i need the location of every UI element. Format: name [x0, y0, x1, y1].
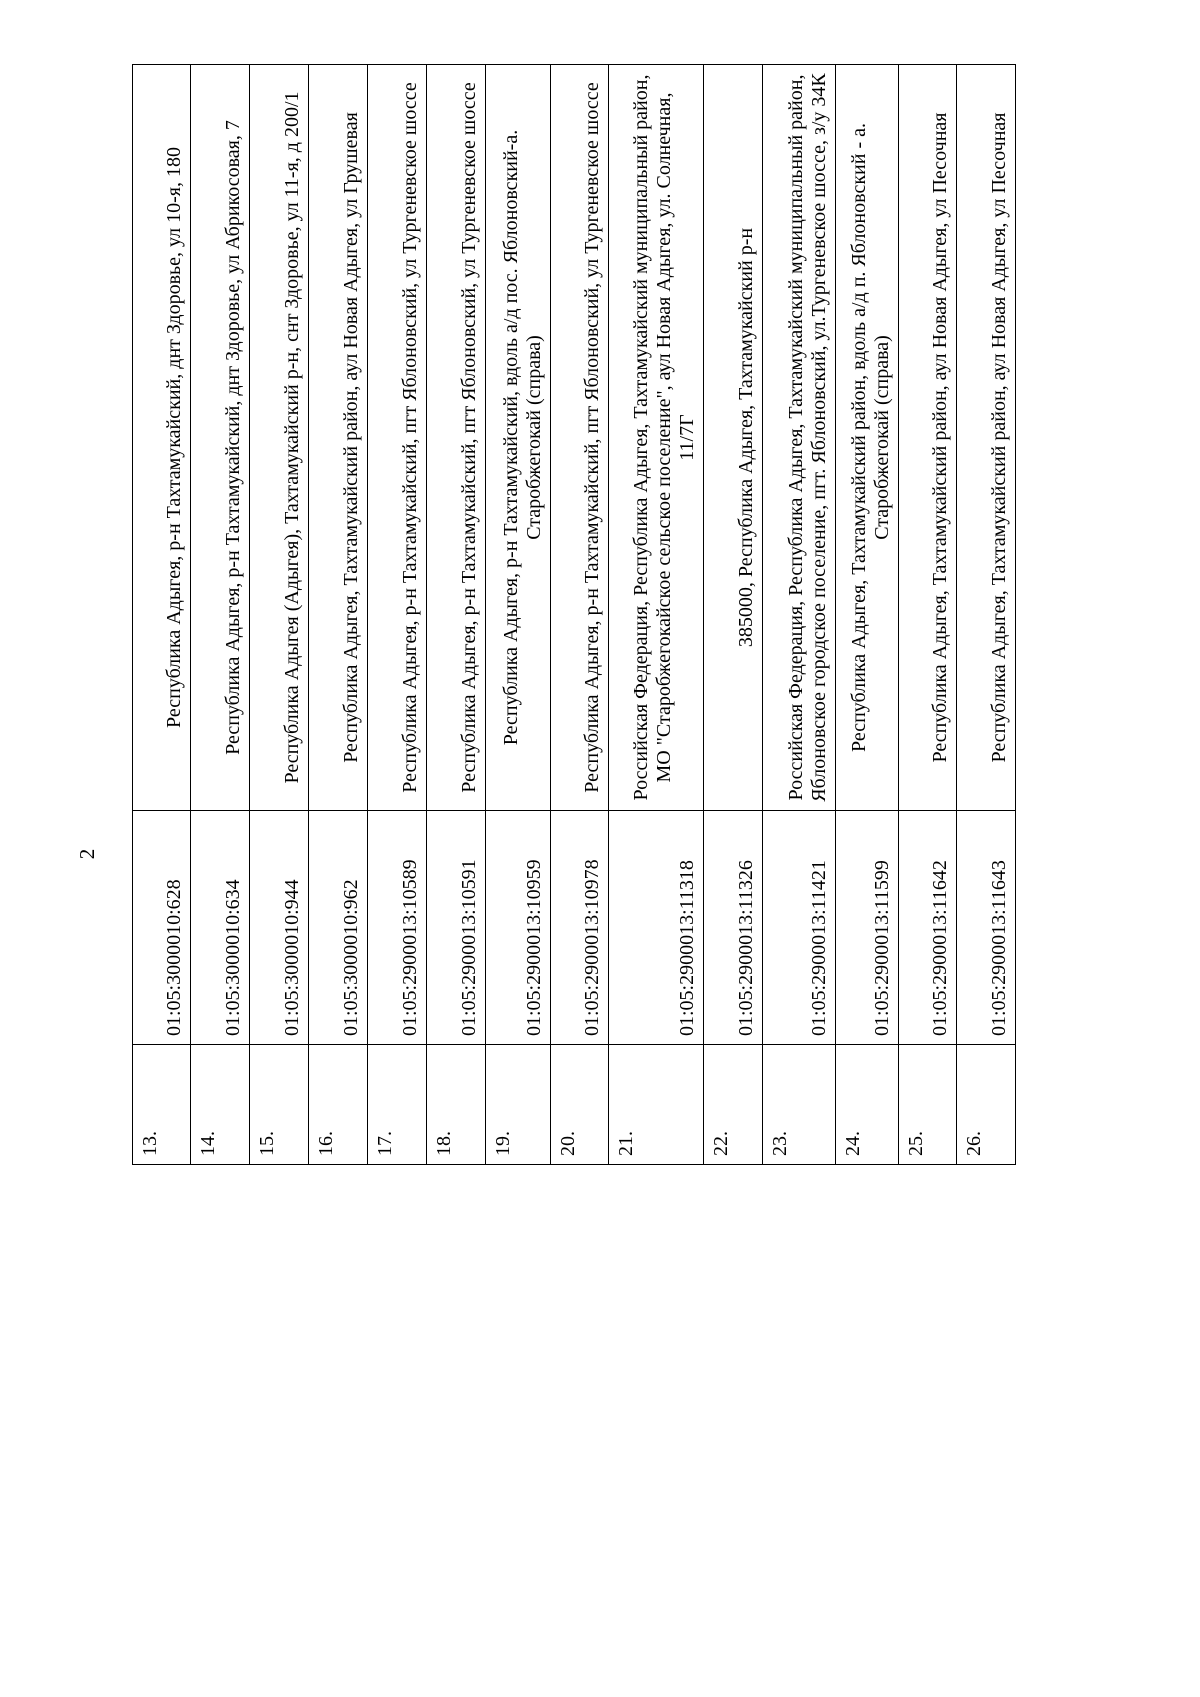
row-number: 14.	[191, 1045, 249, 1165]
table-row	[133, 65, 191, 1165]
table-row	[899, 65, 957, 1165]
table-row	[609, 65, 704, 1165]
table-row	[704, 65, 762, 1165]
address: Республика Адыгея, Тахтамукайский район, аул Новая Адыгея, ул Песочная	[957, 65, 1016, 811]
address: Республика Адыгея, р-н Тахтамукайский, днт Здоровье, ул 10-я, 180	[133, 65, 191, 811]
address: Республика Адыгея, Тахтамукайский район, аул Новая Адыгея, ул Песочная	[899, 65, 957, 811]
row-number: 20.	[550, 1045, 608, 1165]
table-row	[762, 65, 836, 1165]
address: Республика Адыгея, р-н Тахтамукайский, пгт Яблоновский, ул Тургеневское шоссе	[367, 65, 427, 811]
table-row	[249, 65, 309, 1165]
table-row	[309, 65, 367, 1165]
row-number: 16.	[309, 1045, 367, 1165]
address: Республика Адыгея, Тахтамукайский район, вдоль а/д п. Яблоновский - а. Старобжегокай (справа)	[836, 65, 899, 811]
cadastral-number: 01:05:3000010:634	[191, 811, 249, 1045]
cadastral-number: 01:05:2900013:11421	[762, 811, 836, 1045]
row-number: 15.	[249, 1045, 309, 1165]
cadastral-number: 01:05:2900013:11642	[899, 811, 957, 1045]
table-row	[957, 65, 1016, 1165]
parcel-table-container	[132, 65, 1016, 1165]
table-row	[427, 65, 485, 1165]
table-row	[367, 65, 427, 1165]
row-number: 21.	[609, 1045, 704, 1165]
address: Республика Адыгея, р-н Тахтамукайский, вдоль а/д пос. Яблоновский-а. Старобжегокай (справа)	[485, 65, 550, 811]
cadastral-number: 01:05:3000010:628	[133, 811, 191, 1045]
address: Республика Адыгея, р-н Тахтамукайский, пгт Яблоновский, ул Тургеневское шоссе	[550, 65, 608, 811]
cadastral-number: 01:05:2900013:11326	[704, 811, 762, 1045]
row-number: 25.	[899, 1045, 957, 1165]
cadastral-number: 01:05:2900013:10978	[550, 811, 608, 1045]
cadastral-number: 01:05:2900013:10591	[427, 811, 485, 1045]
parcel-table-body	[133, 65, 1016, 1165]
cadastral-number: 01:05:2900013:11318	[609, 811, 704, 1045]
page-number: 2	[75, 848, 99, 860]
address: 385000, Республика Адыгея, Тахтамукайский р-н	[704, 65, 762, 811]
row-number: 13.	[133, 1045, 191, 1165]
table-row	[485, 65, 550, 1165]
row-number: 18.	[427, 1045, 485, 1165]
row-number: 22.	[704, 1045, 762, 1165]
cadastral-number: 01:05:2900013:10589	[367, 811, 427, 1045]
row-number: 23.	[762, 1045, 836, 1165]
table-row	[191, 65, 249, 1165]
row-number: 17.	[367, 1045, 427, 1165]
address: Республика Адыгея, р-н Тахтамукайский, пгт Яблоновский, ул Тургеневское шоссе	[427, 65, 485, 811]
cadastral-number: 01:05:3000010:962	[309, 811, 367, 1045]
parcel-table	[132, 64, 1016, 1165]
cadastral-number: 01:05:2900013:10959	[485, 811, 550, 1045]
row-number: 26.	[957, 1045, 1016, 1165]
row-number: 19.	[485, 1045, 550, 1165]
address: Российская Федерация, Республика Адыгея, Тахтамукайский муниципальный район, МО "Старобжегокайское сельское поселение", аул Новая Адыгея, ул. Солнечная, 11/7Г	[609, 65, 704, 811]
address: Республика Адыгея, р-н Тахтамукайский, днт Здоровье, ул Абрикосовая, 7	[191, 65, 249, 811]
table-row	[550, 65, 608, 1165]
cadastral-number: 01:05:2900013:11599	[836, 811, 899, 1045]
row-number: 24.	[836, 1045, 899, 1165]
table-row	[836, 65, 899, 1165]
address: Российская Федерация, Республика Адыгея, Тахтамукайский муниципальный район, Яблоновское городское поселение, пгт. Яблоновский, ул.Тургеневское шоссе, з/у 34К	[762, 65, 836, 811]
cadastral-number: 01:05:2900013:11643	[957, 811, 1016, 1045]
address: Республика Адыгея (Адыгея), Тахтамукайский р-н, снт Здоровье, ул 11-я, д 200/1	[249, 65, 309, 811]
cadastral-number: 01:05:3000010:944	[249, 811, 309, 1045]
address: Республика Адыгея, Тахтамукайский район, аул Новая Адыгея, ул Грушевая	[309, 65, 367, 811]
